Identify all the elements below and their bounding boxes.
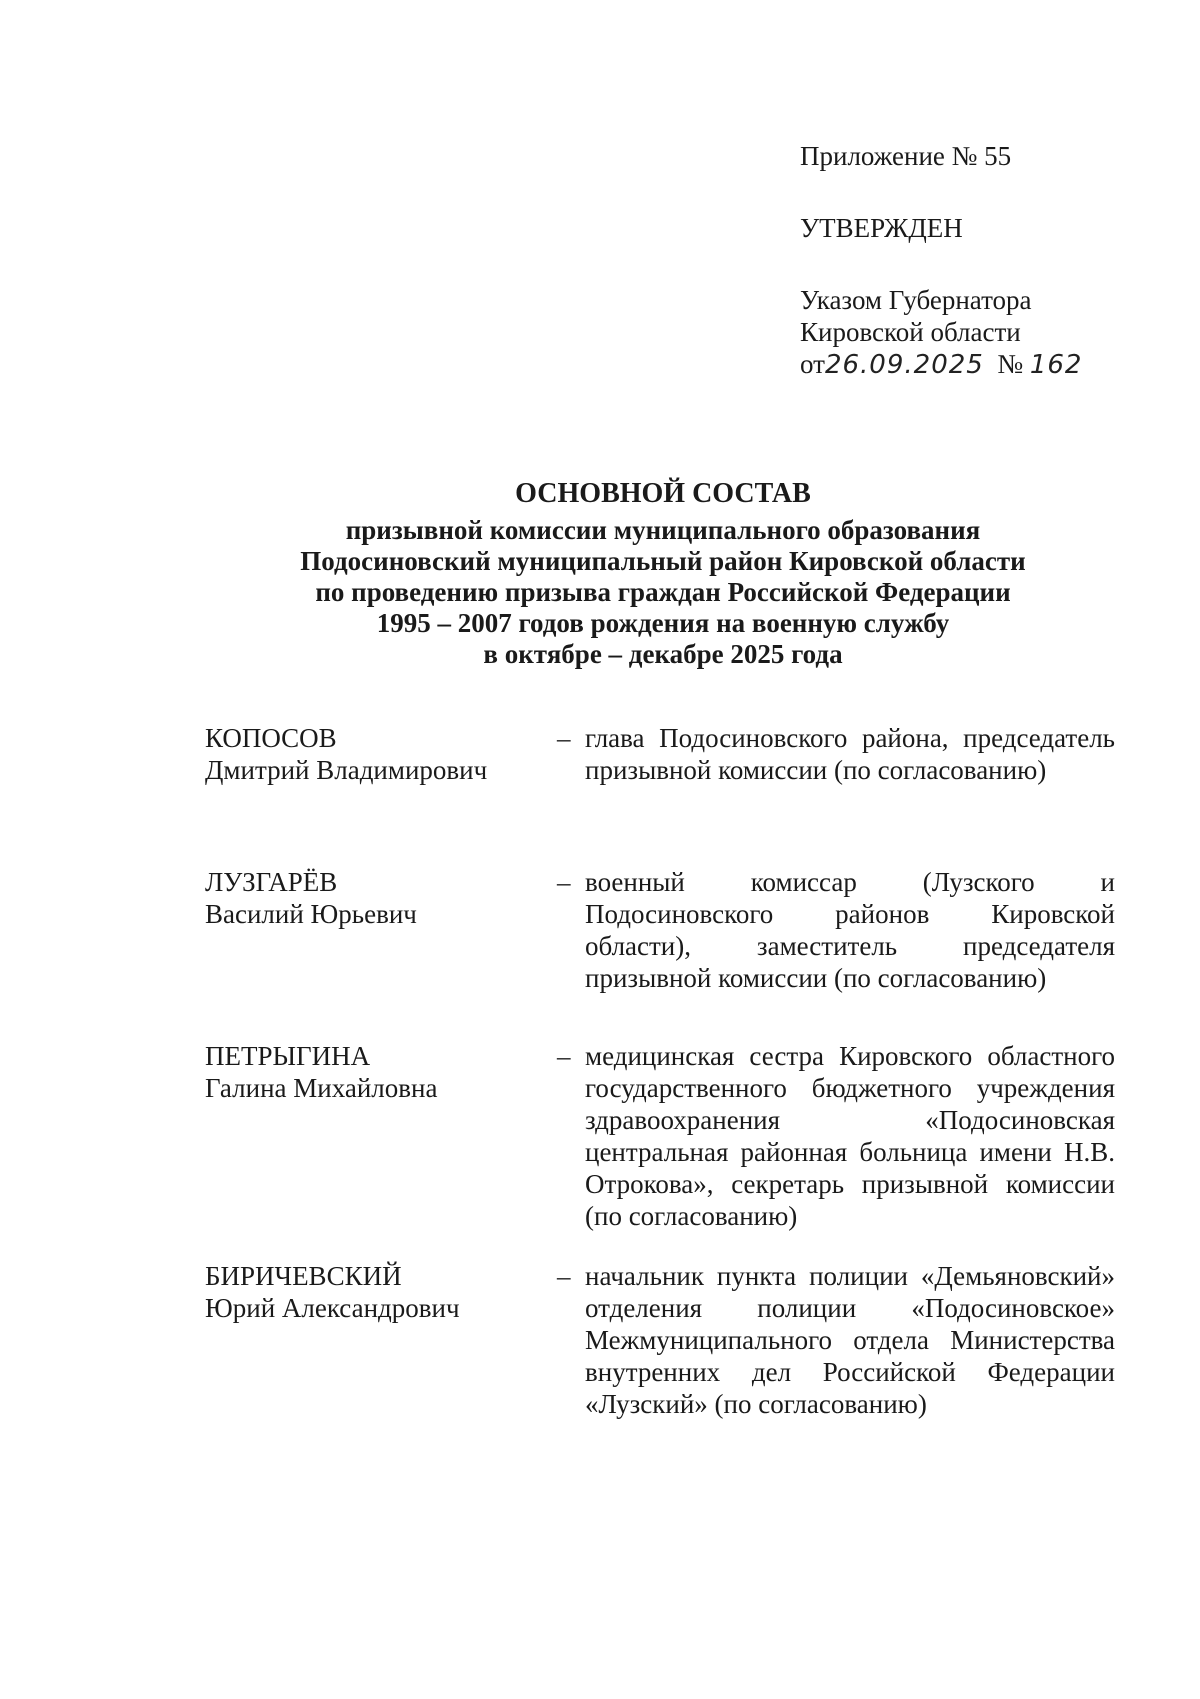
date-prefix: от [800, 349, 825, 379]
member-surname: БИРИЧЕВСКИЙ [205, 1261, 402, 1291]
member-role: медицинская сестра Кировского областного государственного бюджетного учреждения здравоохранения «Подосиновская центральная районная больница имени Н.В. Отрокова», секретарь призывной комиссии (по согласованию) [585, 1041, 1115, 1231]
member-role: военный комиссар (Лузского и Подосиновского районов Кировской области), заместитель председателя призывной комиссии (по согласованию) [585, 867, 1115, 993]
member-given-names: Дмитрий Владимирович [205, 755, 488, 785]
title-line-3: по проведению призыва граждан Российской Федерации [315, 577, 1011, 607]
member-dash: – [557, 1261, 571, 1291]
approved-by-line2: Кировской области [800, 317, 1021, 347]
member-name [205, 1040, 545, 1104]
decree-date-number [800, 348, 1160, 381]
member-dash: – [557, 723, 571, 753]
approval-stamp-block [800, 140, 1160, 381]
member-given-names: Василий Юрьевич [205, 899, 417, 929]
title-line-1: призывной комиссии муниципального образования [345, 515, 981, 545]
approved-label: УТВЕРЖДЕН [800, 213, 963, 243]
member-given-names: Юрий Александрович [205, 1293, 460, 1323]
appendix-number: Приложение № 55 [800, 141, 1012, 171]
member-dash: – [557, 1041, 571, 1071]
member-role: начальник пункта полиции «Демьяновский» отделения полиции «Подосиновское» Межмуниципального отдела Министерства внутренних дел Российской Федерации «Лузский» (по согласованию) [585, 1261, 1115, 1419]
title-line-4: 1995 – 2007 годов рождения на военную службу [376, 608, 950, 638]
title-line-2: Подосиновский муниципальный район Кировской области [300, 546, 1026, 576]
number-prefix: № [997, 349, 1024, 379]
title-main: ОСНОВНОЙ СОСТАВ [515, 478, 811, 509]
member-surname: ПЕТРЫГИНА [205, 1041, 371, 1071]
member-name [205, 722, 545, 786]
member-name [205, 1260, 545, 1324]
handwritten-number: 162 [1029, 350, 1083, 380]
approved-by-line1: Указом Губернатора [800, 285, 1032, 315]
member-surname: ЛУЗГАРЁВ [205, 867, 338, 897]
member-dash: – [557, 867, 571, 897]
document-title [0, 478, 1200, 670]
handwritten-date: 26.09.2025 [824, 350, 984, 380]
member-role: глава Подосиновского района, председатель призывной комиссии (по согласованию) [585, 723, 1115, 785]
member-surname: КОПОСОВ [205, 723, 337, 753]
member-given-names: Галина Михайловна [205, 1073, 438, 1103]
title-line-5: в октябре – декабре 2025 года [483, 639, 843, 669]
member-name [205, 866, 545, 930]
